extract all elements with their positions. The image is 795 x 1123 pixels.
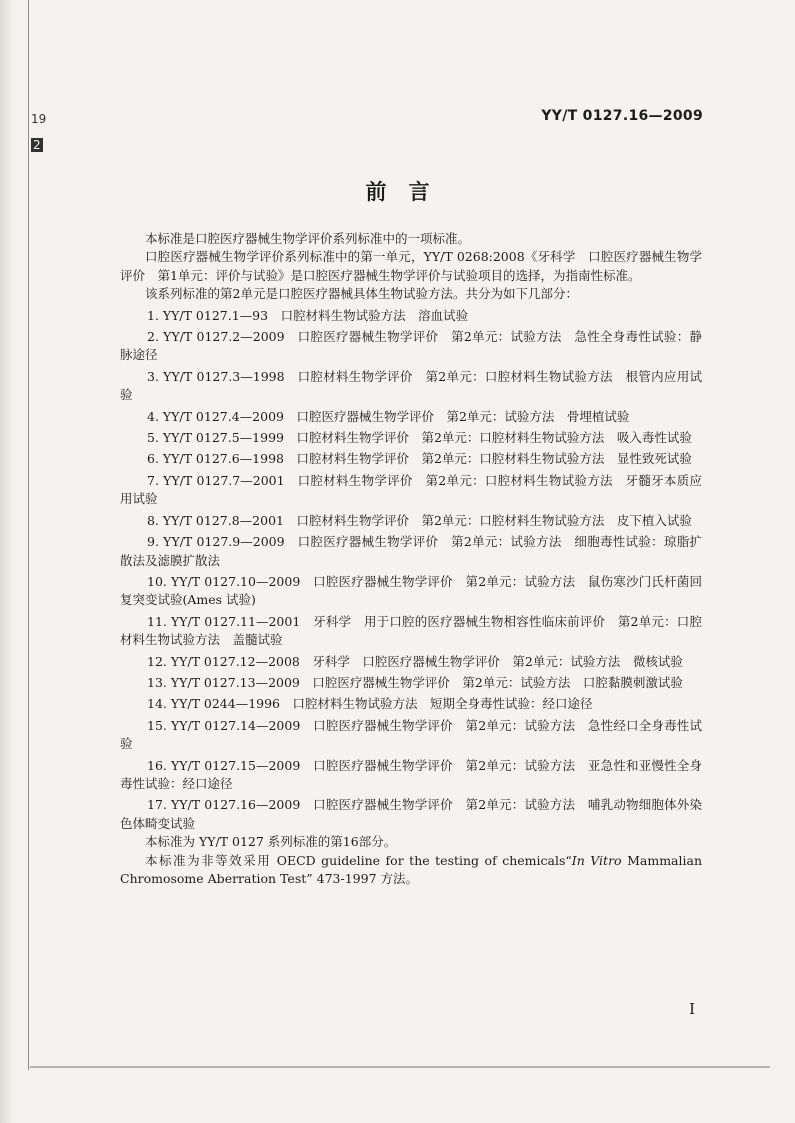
binding-line <box>28 0 29 1070</box>
standard-list-item: 16. YY/T 0127.15—2009 口腔医疗器械生物学评价 第2单元：试验方法 亚急性和亚慢性全身毒性试验：经口途径 <box>120 757 702 791</box>
intro-paragraph-1: 本标准是口腔医疗器械生物学评价系列标准中的一项标准。 <box>145 231 471 246</box>
standard-list-item: 2. YY/T 0127.2—2009 口腔医疗器械生物学评价 第2单元：试验方法 急性全身毒性试验：静脉途径 <box>120 329 702 363</box>
intro-paragraph-3: 该系列标准的第2单元是口腔医疗器械具体生物试验方法。共分为如下几部分： <box>145 286 578 302</box>
standard-list-item: 13. YY/T 0127.13—2009 口腔医疗器械生物学评价 第2单元：试验方法 口腔黏膜刺激试验 <box>147 674 683 690</box>
standard-list-item: 15. YY/T 0127.14—2009 口腔医疗器械生物学评价 第2单元：试验方法 急性经口全身毒性试验 <box>120 717 702 752</box>
margin-mark-top: 19 <box>31 112 47 126</box>
page-title: 前言 <box>365 180 452 204</box>
standard-list-item: 5. YY/T 0127.5—1999 口腔材料生物学评价 第2单元：口腔材料生物试验方法 吸入毒性试验 <box>147 430 692 446</box>
standard-list-item: 12. YY/T 0127.12—2008 牙科学 口腔医疗器械生物学评价 第2单元：试验方法 微核试验 <box>147 653 683 669</box>
bottom-rule <box>30 1066 770 1068</box>
document-code: YY/T 0127.16—2009 <box>541 108 703 124</box>
standard-list-item: 17. YY/T 0127.16—2009 口腔医疗器械生物学评价 第2单元：试验方法 哺乳动物细胞体外染色体畸变试验 <box>120 797 702 831</box>
page-number: I <box>689 1000 695 1018</box>
margin-mark-box: 2 <box>33 138 41 152</box>
standard-list-item: 6. YY/T 0127.6—1998 口腔材料生物学评价 第2单元：口腔材料生物试验方法 显性致死试验 <box>147 451 692 467</box>
oecd-suffix: Mammalian Chromosome Aberration Test” 473-1997 方法。 <box>120 852 702 886</box>
oecd-statement <box>120 852 702 889</box>
oecd-prefix: 本标准为非等效采用 OECD guideline for the testing of chemicals“ <box>145 852 572 868</box>
scan-shadow <box>0 0 14 1123</box>
standard-list-item: 1. YY/T 0127.1—93 口腔材料生物试验方法 溶血试验 <box>147 307 469 323</box>
standard-list-item: 3. YY/T 0127.3—1998 口腔材料生物学评价 第2单元：口腔材料生物试验方法 根管内应用试验 <box>120 368 702 403</box>
standard-list-item: 14. YY/T 0244—1996 口腔材料生物试验方法 短期全身毒性试验：经口途径 <box>147 696 593 712</box>
standard-list-item: 11. YY/T 0127.11—2001 牙科学 用于口腔的医疗器械生物相容性临床前评价 第2单元：口腔材料生物试验方法 盖髓试验 <box>120 613 702 648</box>
intro-paragraph-2: 口腔医疗器械生物学评价系列标准中的第一单元，YY/T 0268:2008《牙科学 口腔医疗器械生物学评价 第1单元：评价与试验》是口腔医疗器械生物学评价与试验项目的选择，为指南性标准。 <box>120 249 702 283</box>
standard-list-item: 10. YY/T 0127.10—2009 口腔医疗器械生物学评价 第2单元：试验方法 鼠伤寒沙门氏杆菌回复突变试验(Ames 试验) <box>120 573 702 608</box>
standard-list-item: 8. YY/T 0127.8—2001 口腔材料生物学评价 第2单元：口腔材料生物试验方法 皮下植入试验 <box>147 512 692 528</box>
standard-list-item: 7. YY/T 0127.7—2001 口腔材料生物学评价 第2单元：口腔材料生物试验方法 牙髓牙本质应用试验 <box>120 472 702 507</box>
part-statement: 本标准为 YY/T 0127 系列标准的第16部分。 <box>145 834 397 850</box>
standard-list-item: 4. YY/T 0127.4—2009 口腔医疗器械生物学评价 第2单元：试验方法 骨埋植试验 <box>147 408 630 424</box>
standard-list-item: 9. YY/T 0127.9—2009 口腔医疗器械生物学评价 第2单元：试验方法 细胞毒性试验：琼脂扩散法及滤膜扩散法 <box>120 534 702 568</box>
oecd-italic: In Vitro <box>571 852 622 868</box>
foreword-body <box>120 230 702 888</box>
